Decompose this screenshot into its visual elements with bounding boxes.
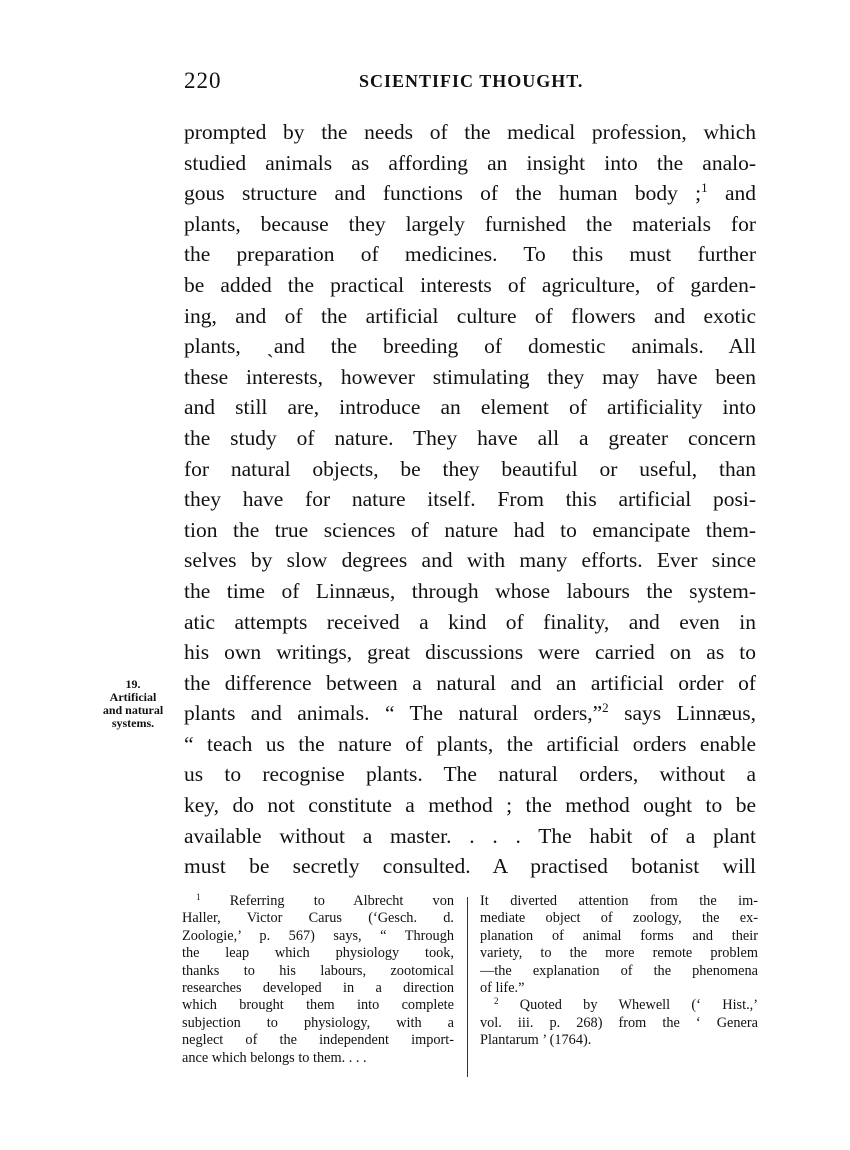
running-head: SCIENTIFIC THOUGHT.: [359, 71, 584, 91]
footnote-line: the leap which physiology took,: [182, 945, 454, 962]
text-line: [184, 698, 756, 729]
footnote-line: [182, 893, 454, 910]
footnote-line-text: Referring to Albrecht von: [200, 893, 454, 909]
text-line: be added the practical interests of agriculture, of garden-: [184, 272, 756, 297]
footnote-line: of life.”: [480, 979, 525, 996]
footnote-line: —the explanation of the phenomena: [480, 962, 758, 979]
footnote-line: variety, to the more remote problem: [480, 945, 758, 962]
footnote-line: neglect of the independent import-: [182, 1032, 454, 1049]
text-line-main: plants and animals. “ The natural orders,”: [184, 701, 603, 726]
text-line: for natural objects, be they beautiful or useful, than: [184, 456, 756, 481]
footnote-line: researches developed in a direction: [182, 979, 454, 996]
page-header: [184, 68, 756, 98]
footnote-line: ance which belongs to them. . . .: [182, 1049, 367, 1066]
text-line: the time of Linnæus, through whose labours the system-: [184, 578, 756, 603]
text-line: the preparation of medicines. To this must further: [184, 242, 756, 267]
footnote-line: mediate object of zoology, the ex-: [480, 910, 758, 927]
text-line: the difference between a natural and an artificial order of: [184, 670, 756, 695]
text-line: they have for nature itself. From this artificial posi-: [184, 487, 756, 512]
footnote-line: planation of animal forms and their: [480, 927, 758, 944]
footnote-ref-2[interactable]: 2: [602, 700, 609, 716]
footnote-line: subjection to physiology, with a: [182, 1014, 454, 1031]
text-line: his own writings, great discussions were carried on as to: [184, 640, 756, 665]
footnote-marker-2: 2: [494, 996, 499, 1007]
footnote-line-text: Quoted by Whewell (‘ Hist.,’: [498, 997, 758, 1014]
text-line: available without a master. . . . The habit of a plant: [184, 823, 756, 848]
margin-note: [88, 678, 178, 730]
footnote-ref-1[interactable]: 1: [701, 180, 708, 196]
footnote-line: which brought them into complete: [182, 997, 454, 1014]
footnote-column-divider: [467, 897, 468, 1077]
text-line-main: gous structure and functions of the human body ;: [184, 181, 702, 206]
margin-note-line: and natural: [102, 703, 164, 717]
page-number: 220: [184, 68, 222, 93]
text-line: plants, ˎand the breeding of domestic animals. All: [184, 334, 756, 359]
text-line: selves by slow degrees and with many efforts. Ever since: [184, 548, 756, 573]
footnote-marker-1: 1: [196, 892, 201, 902]
margin-note-number: 19.: [125, 677, 141, 691]
footnote-line: thanks to his labours, zootomical: [182, 962, 454, 979]
footnotes: [182, 893, 758, 1083]
text-line: us to recognise plants. The natural orders, without a: [184, 762, 756, 787]
text-line-tail: and: [707, 181, 757, 206]
text-line: the study of nature. They have all a greater concern: [184, 425, 756, 450]
text-line: ing, and of the artificial culture of flowers and exotic: [184, 303, 756, 328]
body-text: [184, 117, 756, 882]
text-line: must be secretly consulted. A practised botanist will: [184, 854, 756, 879]
margin-note-line: systems.: [111, 716, 155, 730]
text-line: studied animals as affording an insight into the analo-: [184, 150, 756, 175]
footnote-line: Haller, Victor Carus (‘Gesch. d.: [182, 910, 454, 927]
text-line: these interests, however stimulating they may have been: [184, 364, 756, 389]
text-line: plants, because they largely furnished the materials for: [184, 211, 756, 236]
text-line: and still are, introduce an element of artificiality into: [184, 395, 756, 420]
footnote-line: [480, 997, 758, 1014]
footnote-column-right: [480, 893, 758, 1050]
text-line: tion the true sciences of nature had to emancipate them-: [184, 517, 756, 542]
text-line-tail: says Linnæus,: [608, 701, 756, 726]
footnote-line: Zoologie,’ p. 567) says, “ Through: [182, 927, 454, 944]
text-line: “ teach us the nature of plants, the artificial orders enable: [184, 731, 756, 756]
text-line: [184, 178, 756, 209]
margin-note-line: Artificial: [109, 690, 157, 704]
footnote-line: vol. iii. p. 268) from the ‘ Genera: [480, 1014, 758, 1031]
text-line: prompted by the needs of the medical profession, which: [184, 120, 756, 144]
text-line: key, do not constitute a method ; the method ought to be: [184, 793, 756, 818]
footnote-line: It diverted attention from the im-: [480, 893, 758, 909]
footnote-line: Plantarum ’ (1764).: [480, 1032, 592, 1049]
text-line: atic attempts received a kind of finality, and even in: [184, 609, 756, 634]
footnote-column-left: [182, 893, 454, 1067]
